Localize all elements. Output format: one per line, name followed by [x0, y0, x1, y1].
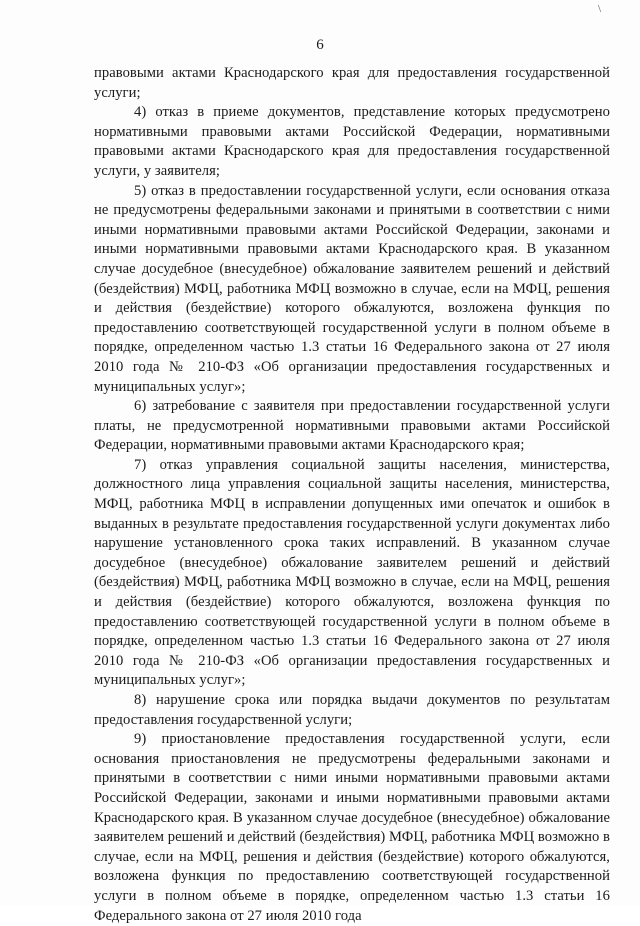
paragraph-item-9: 9) приостановление предоставления государственной услуги, если основания приостановления не предусмотрены федеральными законами и принятыми в соответствии с ними иными нормативными правовыми актами Российской Федерации, законами и иными нормативными правовыми актами Краснодарского края. В указанном случае досудебное (внесудебное) обжалование заявителем решений и действий (бездействия) МФЦ, работника МФЦ возможно в случае, если на МФЦ, решения и действия (бездействие) которого обжалуются, возложена функция по предоставлению соответствующей государственной услуги в полном объеме в порядке, определенном частью 1.3 статьи 16 Федерального закона от 27 июля 2010 года [94, 731, 610, 924]
paragraph-item-7: 7) отказ управления социальной защиты населения, министерства, должностного лица управления социальной защиты населения, министерства, МФЦ, работника МФЦ в исправлении допущенных ими опечаток и ошибок в выданных в результате предоставления государственной услуги документах либо нарушение установленного срока таких исправлений. В указанном случае досудебное (внесудебное) обжалование заявителем решений и действий (бездействия) МФЦ, работника МФЦ возможно в случае, если на МФЦ, решения и действия (бездействие) которого обжалуются, возложена функция по предоставлению соответствующей государственной услуги в полном объеме в порядке, определенном частью 1.3 статьи 16 Федерального закона от 27 июля 2010 года № 210-ФЗ «Об организации предоставления государственных и муниципальных услуг»; [94, 456, 610, 689]
paragraph-item-4: 4) отказ в приеме документов, представление которых предусмотрено нормативными правовыми актами Российской Федерации, нормативными правовыми актами Краснодарского края для предоставления государственной услуги, у заявителя; [94, 104, 610, 179]
scan-mark: \ [598, 3, 602, 15]
paragraph-item-8: 8) нарушение срока или порядка выдачи документов по результатам предоставления государственной услуги; [94, 692, 610, 728]
paragraph-item-6: 6) затребование с заявителя при предоставлении государственной услуги платы, не предусмотренной нормативными правовыми актами Российской Федерации, нормативными правовыми актами Краснодарского края; [94, 398, 610, 454]
paragraph-continuation: правовыми актами Краснодарского края для предоставления государственной услуги; [94, 65, 610, 101]
paragraph-item-5: 5) отказ в предоставлении государственной услуги, если основания отказа не предусмотрены федеральными законами и принятыми в соответствии с ними иными нормативными правовыми актами Российской Федерации, законами и иными нормативными правовыми актами Краснодарского края. В указанном случае досудебное (внесудебное) обжалование заявителем решений и действий (бездействия) МФЦ, работника МФЦ возможно в случае, если на МФЦ, решения и действия (бездействие) которого обжалуются, возложена функция по предоставлению соответствующей государственной услуги в полном объеме в порядке, определенном частью 1.3 статьи 16 Федерального закона от 27 июля 2010 года № 210-ФЗ «Об организации предоставления государственных и муниципальных услуг»; [94, 182, 610, 395]
document-body [94, 64, 610, 926]
page-number: 6 [316, 37, 324, 53]
